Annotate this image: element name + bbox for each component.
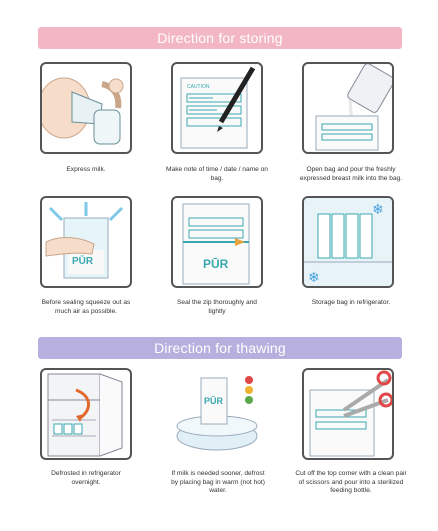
refrigerator-storage-illustration [302,196,394,288]
caption-refrigerator-storage: Storage bag in refrigerator. [311,299,391,306]
bag-logo-text: PŪR [72,256,94,267]
bag-heading-text: CAUTION [187,84,210,90]
caption-cut-corner: Cut off the top corner with a clean pair of scissors and pour into a sterilized feeding bottle. [295,470,407,494]
express-milk-illustration [40,62,132,154]
squeeze-air-illustration [40,196,132,288]
snowflake-icon: ❄ [372,202,384,218]
bag-logo-text: PŪR [204,396,224,406]
storing-banner: Direction for storing [38,27,402,49]
warm-water-defrost-illustration [171,368,263,460]
note-on-bag-illustration [171,62,263,154]
pour-milk-illustration [302,62,394,154]
caption-seal-zip: Seal the zip thoroughly and tightly [177,299,257,315]
caption-express-milk: Express milk. [66,166,106,173]
caption-squeeze-air: Before sealing squeeze out as much air as possible. [41,299,131,315]
bag-logo-text: PŪR [203,257,229,271]
defrost-refrigerator-illustration [40,368,132,460]
caption-pour-milk: Open bag and pour the freshly expressed breast milk into the bag. [299,166,403,182]
caption-warm-water-defrost: If milk is needed sooner, defrost by placing bag in warm (not hot) water. [171,470,265,494]
thawing-banner: Direction for thawing [38,337,402,359]
caption-defrost-refrigerator: Defrosted in refrigerator overnight. [51,470,121,486]
cut-corner-illustration [302,368,394,460]
snowflake-icon: ❄ [308,270,320,286]
caption-note-on-bag: Make note of time / date / name on bag. [166,166,268,182]
seal-zip-illustration [171,196,263,288]
